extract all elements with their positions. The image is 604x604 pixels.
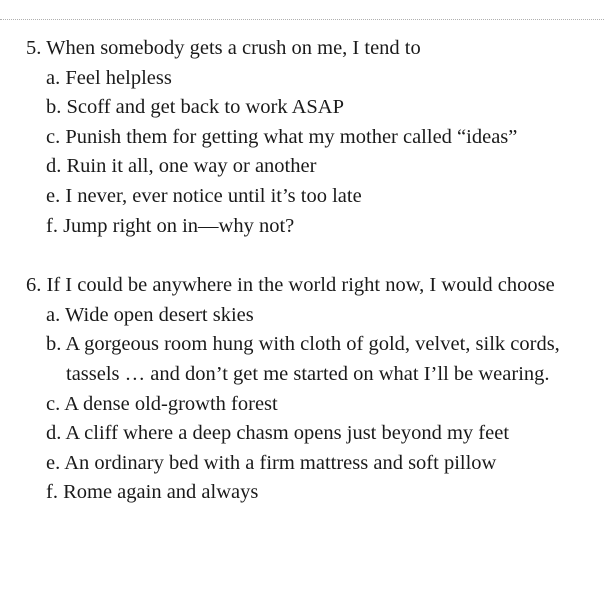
answer-option: e. I never, ever notice until it’s too late [46, 184, 362, 207]
question-stem: 5. When somebody gets a crush on me, I tend to [26, 37, 421, 59]
top-dotted-divider [0, 19, 604, 20]
answer-option: a. Wide open desert skies [46, 303, 254, 326]
answer-option: d. Ruin it all, one way or another [46, 155, 317, 178]
answer-option: e. An ordinary bed with a firm mattress and soft pillow [46, 451, 497, 474]
answer-option: b. A gorgeous room hung with cloth of gold, velvet, silk cords, tassels … and don’t get me started on what I’ll be wearing. [46, 333, 560, 385]
question-stem: 6. If I could be anywhere in the world right now, I would choose [26, 274, 555, 297]
quiz-page [26, 34, 586, 508]
answer-option: f. Jump right on in—why not? [46, 214, 295, 237]
answer-option: c. Punish them for getting what my mother called “ideas” [46, 125, 518, 148]
question-6 [26, 271, 586, 508]
answer-option: c. A dense old-growth forest [46, 392, 278, 415]
question-spacer [26, 241, 586, 271]
question-5 [26, 34, 586, 241]
answer-option: f. Rome again and always [46, 481, 259, 504]
answer-option: b. Scoff and get back to work ASAP [46, 96, 344, 119]
answer-option: a. Feel helpless [46, 66, 172, 89]
answer-option: d. A cliff where a deep chasm opens just beyond my feet [46, 422, 510, 445]
